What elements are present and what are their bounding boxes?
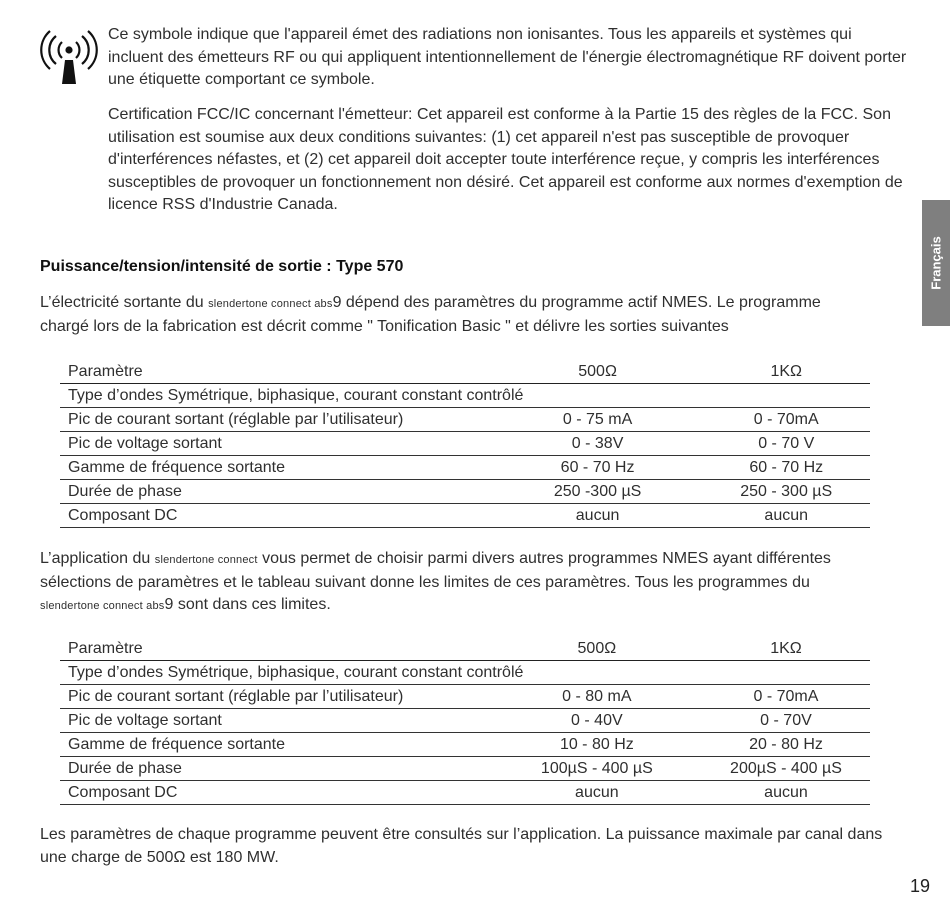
table-header-row	[60, 637, 870, 661]
row-label: Durée de phase	[60, 757, 492, 781]
table-row	[60, 456, 870, 480]
row-value-1k: 0 - 70mA	[694, 408, 870, 432]
table-row	[60, 504, 870, 528]
row-label: Composant DC	[60, 781, 492, 805]
output-intro-paragraph	[40, 292, 870, 338]
language-tab-label: Français	[928, 236, 944, 290]
row-value-500: aucun	[493, 504, 695, 528]
page-number: 19	[910, 876, 931, 896]
row-value-1k: 0 - 70mA	[694, 685, 870, 709]
row-label: Gamme de fréquence sortante	[60, 456, 493, 480]
table-row	[60, 408, 870, 432]
row-label: Gamme de fréquence sortante	[60, 733, 492, 757]
brand-name: slendertone connect abs	[40, 600, 165, 612]
brand-name: slendertone connect abs	[208, 298, 333, 310]
row-label: Pic de voltage sortant	[60, 709, 492, 733]
row-value-500: 10 - 80 Hz	[492, 733, 694, 757]
row-label: Pic de courant sortant (réglable par l’utilisateur)	[60, 408, 493, 432]
row-value-1k: 60 - 70 Hz	[694, 456, 870, 480]
table-row	[60, 661, 870, 685]
row-value-500: 0 - 40V	[492, 709, 694, 733]
radiation-symbol-text: Ce symbole indique que l'appareil émet des radiations non ionisantes. Tous les appareils et systèmes qui incluent des émetteurs RF ou qui appliquent intentionnellement de l'énergie électromagnétique RF doivent porter une étiquette comportant ce symbole.	[108, 26, 907, 88]
row-label: Pic de voltage sortant	[60, 432, 493, 456]
table-row	[60, 432, 870, 456]
table-row	[60, 709, 870, 733]
table-header-row	[60, 360, 870, 384]
output-table-limits	[60, 637, 870, 805]
para1-text-b: 9 dépend des paramètres du programme actif NMES. Le programme chargé lors de la fabrication est décrit comme " Tonification Basic " et délivre les sorties suivantes	[40, 294, 821, 335]
row-value-500: 100µS - 400 µS	[492, 757, 694, 781]
row-value-1k: 20 - 80 Hz	[694, 733, 870, 757]
row-value-1k: 0 - 70V	[694, 709, 870, 733]
max-power-paragraph: Les paramètres de chaque programme peuvent être consultés sur l’application. La puissance maximale par canal dans une charge de 500Ω est 180 MW.	[40, 826, 883, 866]
para1-text-a: L’électricité sortante du	[40, 294, 209, 311]
para2-text-c: 9 sont dans ces limites.	[164, 596, 331, 613]
row-value-500: 250 -300 µS	[493, 480, 695, 504]
para2-text-b: vous permet de choisir parmi divers autres programmes NMES ayant différentes sélections de paramètres et le tableau suivant donne les limites de ces paramètres. Tous les programmes du	[40, 550, 831, 591]
row-value-1k: 250 - 300 µS	[694, 480, 870, 504]
app-programs-paragraph	[40, 548, 870, 618]
header-1k-ohm: 1KΩ	[694, 360, 870, 384]
row-label: Composant DC	[60, 504, 493, 528]
para2-text-a: L’application du	[40, 550, 155, 567]
header-500-ohm: 500Ω	[493, 360, 695, 384]
fcc-certification-text: Certification FCC/IC concernant l'émetteur: Cet appareil est conforme à la Partie 15 des règles de la FCC. Son utilisation est soumise aux deux conditions suivantes: (1) cet appareil n'est pas susceptible de provoquer d'interférences néfastes, et (2) cet appareil doit accepter toute interférence reçue, y compris les interférences susceptibles de provoquer un fonctionnement non désiré. Cet appareil est conforme aux normes d'exemption de licence RSS d'Industrie Canada.	[108, 106, 903, 213]
table-row	[60, 733, 870, 757]
output-table-default	[60, 360, 870, 528]
wave-type-cell: Type d’ondes Symétrique, biphasique, courant constant contrôlé	[60, 661, 870, 685]
non-ionizing-radiation-icon	[40, 30, 98, 86]
wave-type-cell: Type d’ondes Symétrique, biphasique, courant constant contrôlé	[60, 384, 870, 408]
header-parametre: Paramètre	[60, 637, 492, 661]
row-label: Durée de phase	[60, 480, 493, 504]
language-tab	[922, 200, 950, 326]
brand-name: slendertone connect	[154, 554, 258, 566]
row-label: Pic de courant sortant (réglable par l’utilisateur)	[60, 685, 492, 709]
row-value-500: 0 - 38V	[493, 432, 695, 456]
row-value-500: 0 - 75 mA	[493, 408, 695, 432]
table-row	[60, 685, 870, 709]
section-heading: Puissance/tension/intensité de sortie : Type 570	[40, 258, 404, 275]
row-value-1k: 0 - 70 V	[694, 432, 870, 456]
table-row	[60, 781, 870, 805]
table-row	[60, 384, 870, 408]
header-500-ohm: 500Ω	[492, 637, 694, 661]
table-row	[60, 480, 870, 504]
table-row	[60, 757, 870, 781]
row-value-1k: aucun	[694, 504, 870, 528]
row-value-1k: 200µS - 400 µS	[694, 757, 870, 781]
row-value-1k: aucun	[694, 781, 870, 805]
row-value-500: 60 - 70 Hz	[493, 456, 695, 480]
row-value-500: 0 - 80 mA	[492, 685, 694, 709]
header-parametre: Paramètre	[60, 360, 493, 384]
header-1k-ohm: 1KΩ	[694, 637, 870, 661]
row-value-500: aucun	[492, 781, 694, 805]
